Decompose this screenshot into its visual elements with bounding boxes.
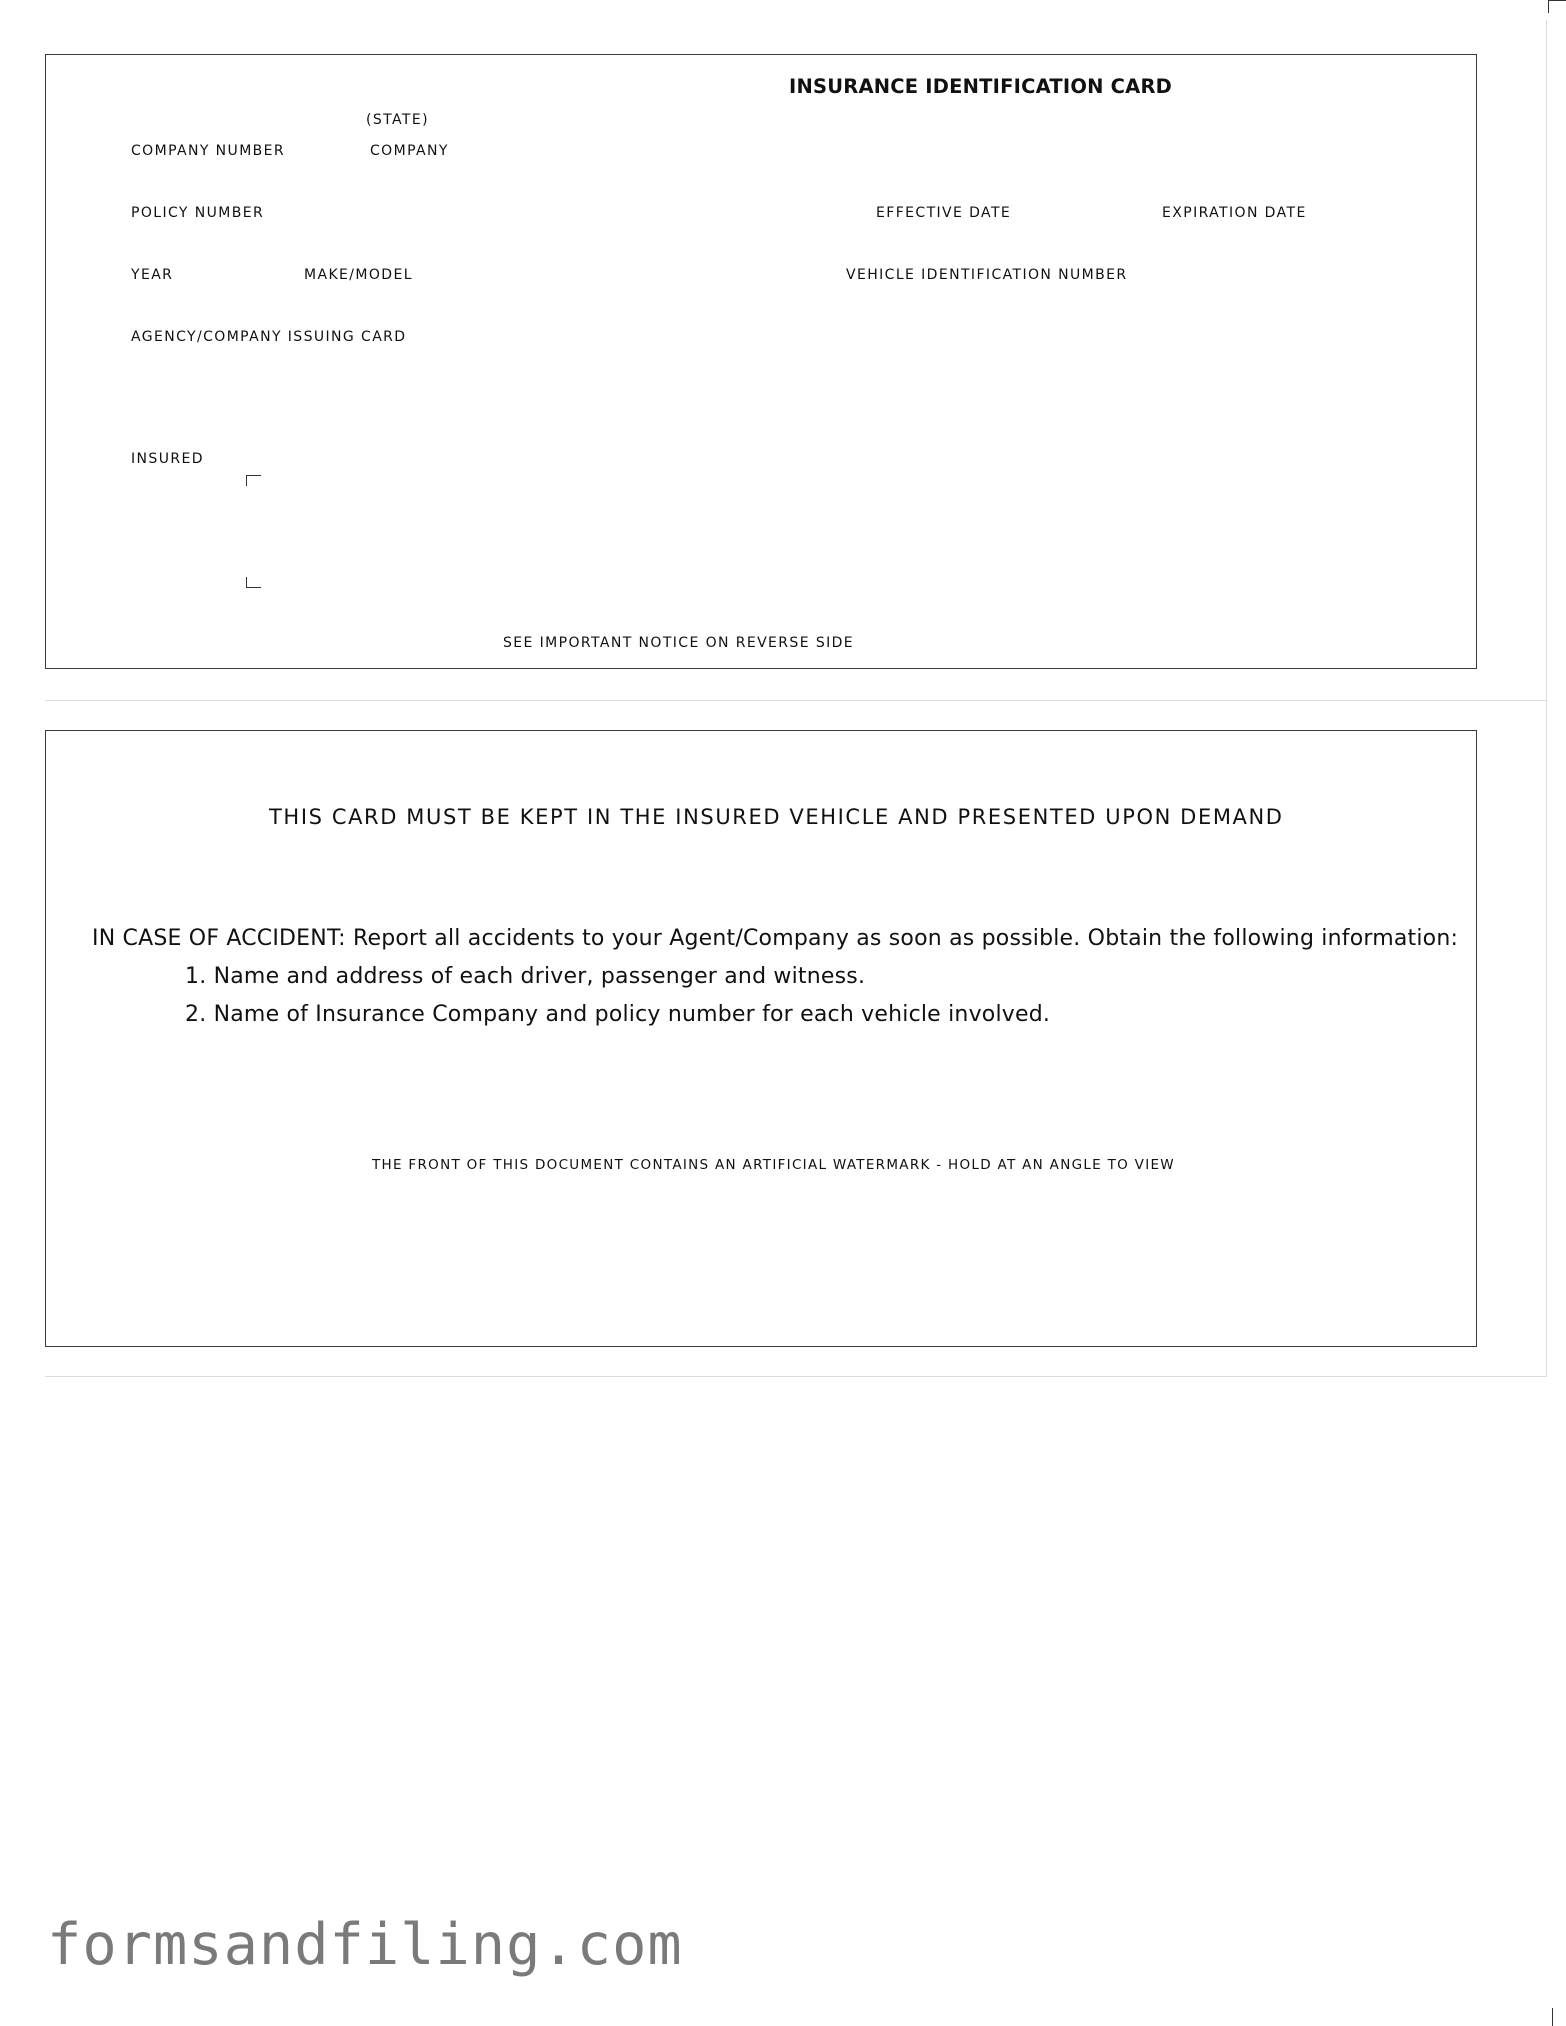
vin-label: VEHICLE IDENTIFICATION NUMBER [846, 267, 1128, 283]
insured-label: INSURED [131, 451, 204, 467]
make-model-label: MAKE/MODEL [304, 267, 413, 283]
company-label: COMPANY [370, 143, 449, 159]
list-item [185, 964, 865, 989]
policy-number-label: POLICY NUMBER [131, 205, 265, 221]
mid-divider-rule [45, 700, 1547, 701]
corner-mark-bottom-right [1552, 2008, 1566, 2026]
agency-label: AGENCY/COMPANY ISSUING CARD [131, 329, 407, 345]
list-item-text: Name and address of each driver, passenger and witness. [213, 964, 866, 989]
front-card [45, 54, 1477, 669]
list-item-number: 2. [185, 1002, 207, 1027]
site-watermark: formsandfiling.com [47, 1912, 683, 1978]
list-item-text: Name of Insurance Company and policy number for each vehicle involved. [213, 1002, 1051, 1027]
list-item-number: 1. [185, 964, 207, 989]
state-label: (STATE) [366, 112, 429, 128]
expiration-date-label: EXPIRATION DATE [1162, 205, 1307, 221]
watermark-notice: THE FRONT OF THIS DOCUMENT CONTAINS AN ARTIFICIAL WATERMARK - HOLD AT AN ANGLE TO VIEW [372, 1157, 1175, 1173]
list-item [185, 1002, 1050, 1027]
accident-instructions: IN CASE OF ACCIDENT: Report all accidents to your Agent/Company as soon as possible. Obtain the following information: [92, 926, 1459, 951]
right-page-rule [1546, 20, 1547, 1376]
year-label: YEAR [131, 267, 174, 283]
company-number-label: COMPANY NUMBER [131, 143, 286, 159]
keep-card-heading: THIS CARD MUST BE KEPT IN THE INSURED VEHICLE AND PRESENTED UPON DEMAND [269, 805, 1284, 829]
reverse-side-notice: SEE IMPORTANT NOTICE ON REVERSE SIDE [503, 635, 855, 651]
address-bracket-top [246, 475, 261, 486]
bottom-divider-rule [45, 1376, 1547, 1377]
effective-date-label: EFFECTIVE DATE [876, 205, 1012, 221]
back-card [45, 730, 1477, 1347]
address-bracket-bottom [246, 577, 261, 588]
card-title: INSURANCE IDENTIFICATION CARD [789, 75, 1173, 98]
corner-mark-top-right [1548, 0, 1566, 13]
